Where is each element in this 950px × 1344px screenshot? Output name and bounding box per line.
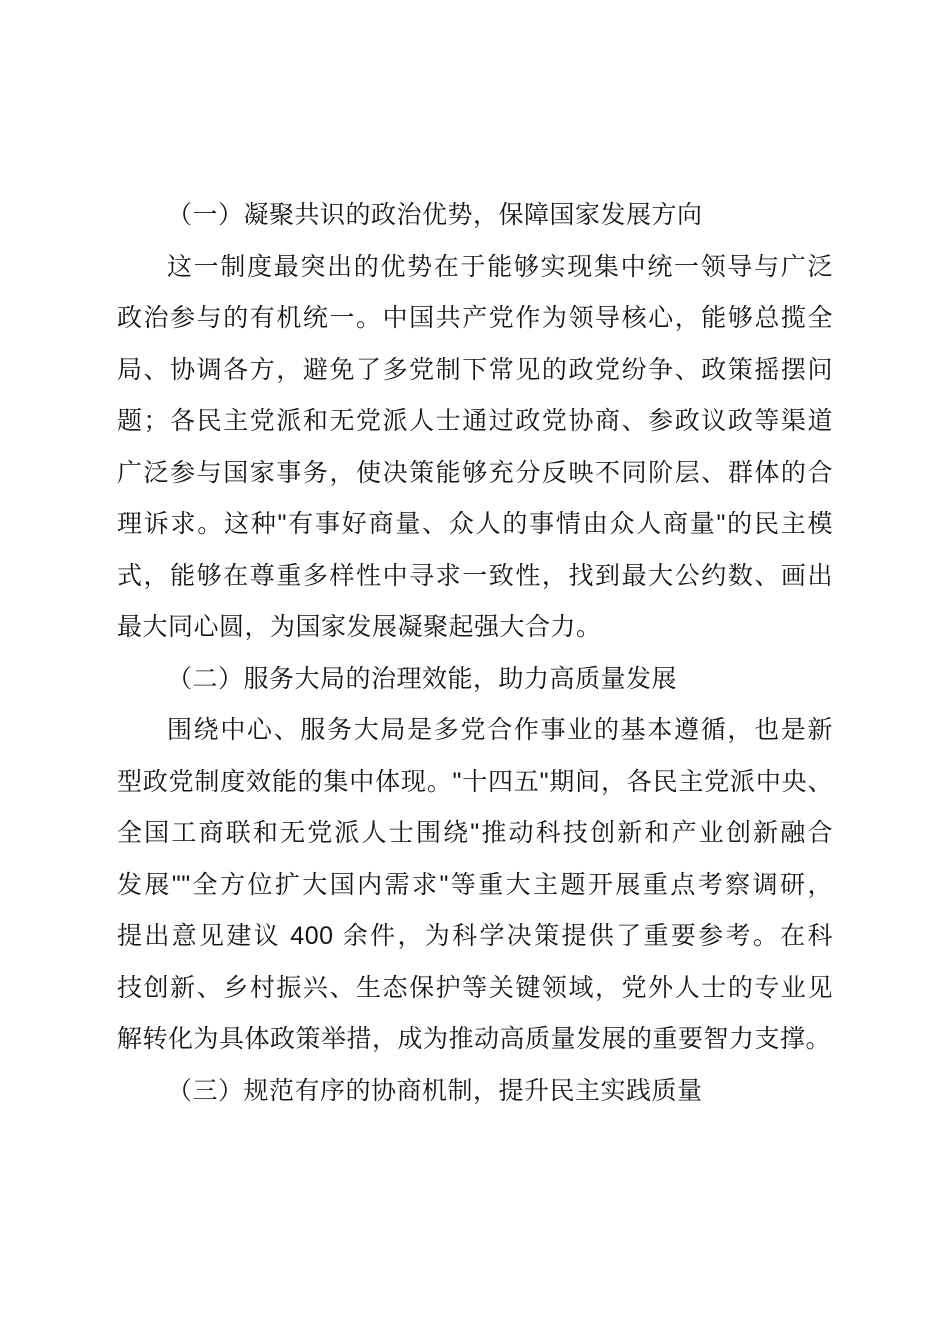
text-line: 最大同心圆，为国家发展凝聚起强大合力。 — [117, 613, 602, 641]
text-line: 解转化为具体政策举措，成为推动高质量发展的重要智力支撑。 — [117, 1025, 832, 1053]
section-1-paragraph — [117, 242, 833, 654]
section-2-heading: （二）服务大局的治理效能，助力高质量发展 — [167, 664, 678, 693]
document-content — [117, 190, 833, 1117]
text-line: 理诉求。这种"有事好商量、众人的事情由众人商量"的民主模 — [117, 510, 833, 538]
text-line: 政治参与的有机统一。中国共产党作为领导核心，能够总揽全 — [117, 304, 833, 332]
section-2-paragraph — [117, 705, 833, 1066]
text-line: 式，能够在尊重多样性中寻求一致性，找到最大公约数、画出 — [117, 561, 833, 590]
text-line: 全国工商联和无党派人士围绕"推动科技创新和产业创新融合 — [117, 819, 833, 847]
text-line: 这一制度最突出的优势在于能够实现集中统一领导与广泛 — [167, 252, 833, 281]
text-line: 局、协调各方，避免了多党制下常见的政党纷争、政策摇摆问 — [117, 355, 833, 384]
section-3-heading: （三）规范有序的协商机制，提升民主实践质量 — [167, 1076, 703, 1105]
text-line: 围绕中心、服务大局是多党合作事业的基本遵循，也是新 — [167, 716, 833, 744]
text-line: 技创新、乡村振兴、生态保护等关键领域，党外人士的专业见 — [117, 973, 833, 1002]
text-line: 型政党制度效能的集中体现。"十四五"期间，各民主党派中央、 — [117, 767, 833, 796]
text-line: 广泛参与国家事务，使决策能够充分反映不同阶层、群体的合 — [117, 458, 833, 487]
section-1-heading: （一）凝聚共识的政治优势，保障国家发展方向 — [167, 201, 703, 229]
text-line: 题；各民主党派和无党派人士通过政党协商、参政议政等渠道 — [117, 407, 833, 435]
text-line: 发展""全方位扩大国内需求"等重大主题开展重点考察调研， — [117, 870, 833, 899]
text-line: 提出意见建议 400 余件，为科学决策提供了重要参考。在科 — [117, 922, 833, 950]
